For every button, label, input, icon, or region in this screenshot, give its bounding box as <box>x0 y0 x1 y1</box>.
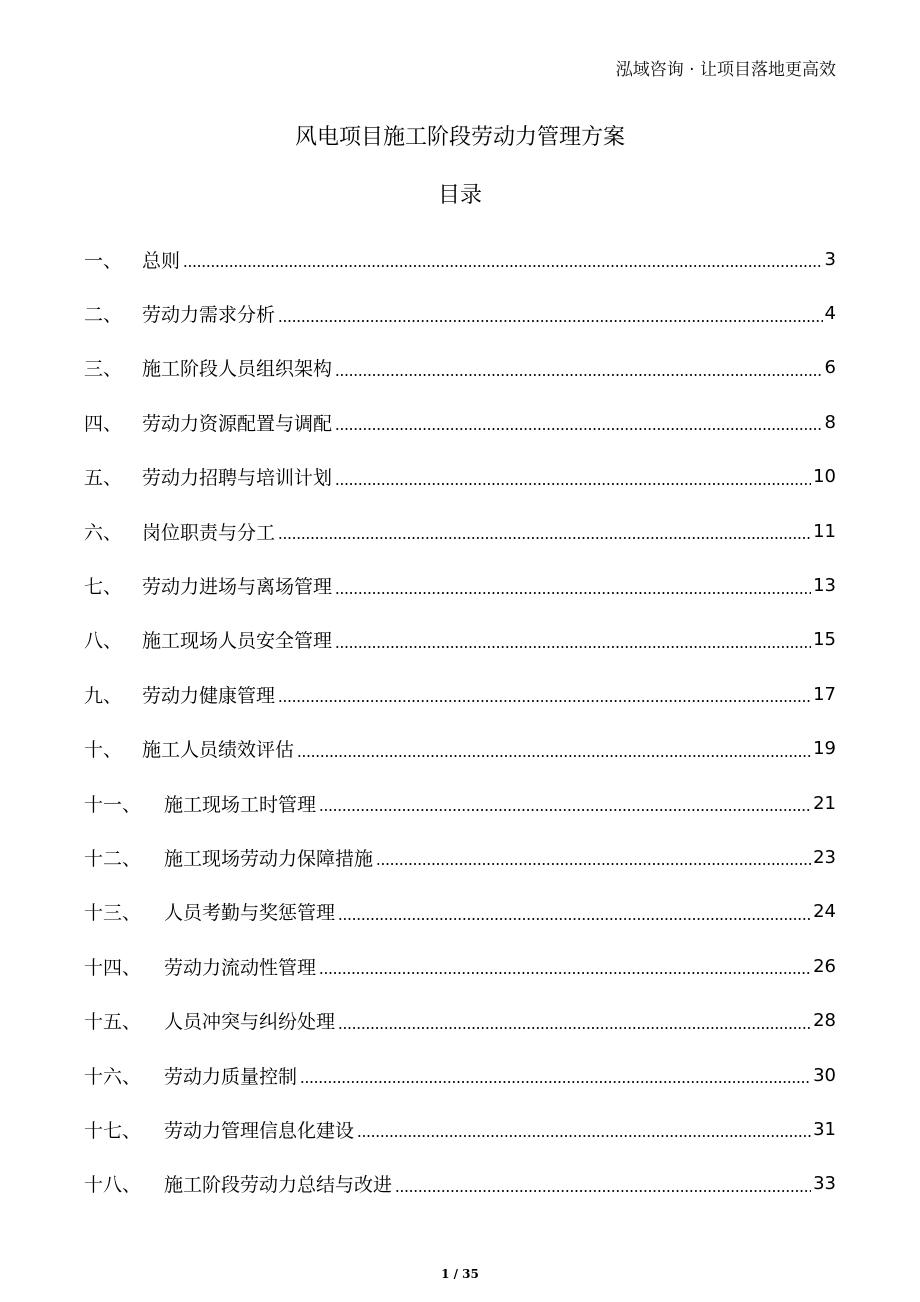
page-number-indicator: 1 / 35 <box>441 1267 479 1281</box>
toc-entry-page: 19 <box>813 738 836 760</box>
toc-entry-page: 10 <box>813 466 836 488</box>
toc-entry-page: 24 <box>813 901 836 923</box>
toc-heading: 目录 <box>437 183 482 208</box>
toc-entry-page: 3 <box>824 248 836 270</box>
toc-dot-leader <box>300 1081 811 1083</box>
toc-entry-label: 劳动力需求分析 <box>142 304 276 327</box>
toc-entry-label: 施工阶段劳动力总结与改进 <box>164 1174 393 1197</box>
toc-entry-6[interactable] <box>84 504 836 558</box>
toc-dot-leader <box>335 428 823 430</box>
toc-entry-1[interactable] <box>84 232 836 286</box>
toc-entry-11[interactable] <box>84 776 836 830</box>
toc-entry-label: 劳动力招聘与培训计划 <box>142 467 333 490</box>
table-of-contents <box>84 232 836 1211</box>
toc-entry-page: 21 <box>813 792 836 814</box>
toc-dot-leader <box>278 700 811 702</box>
toc-entry-page: 30 <box>813 1064 836 1086</box>
toc-entry-5[interactable] <box>84 450 836 504</box>
toc-entry-label: 施工现场劳动力保障措施 <box>164 847 374 870</box>
toc-dot-leader <box>335 592 811 594</box>
toc-entry-label: 劳动力健康管理 <box>142 684 276 707</box>
toc-entry-number: 十一、 <box>84 793 142 816</box>
toc-entry-page: 17 <box>813 683 836 705</box>
toc-entry-page: 26 <box>813 955 836 977</box>
toc-dot-leader <box>319 972 811 974</box>
toc-entry-label: 施工人员绩效评估 <box>142 739 295 762</box>
toc-entry-number: 十七、 <box>84 1119 142 1142</box>
toc-entry-12[interactable] <box>84 830 836 884</box>
toc-entry-number: 十六、 <box>84 1065 142 1088</box>
toc-entry-8[interactable] <box>84 613 836 667</box>
toc-entry-number: 三、 <box>84 358 123 381</box>
toc-entry-7[interactable] <box>84 558 836 612</box>
toc-entry-4[interactable] <box>84 395 836 449</box>
toc-dot-leader <box>335 483 811 485</box>
toc-entry-label: 劳动力质量控制 <box>164 1065 298 1088</box>
toc-entry-number: 四、 <box>84 412 123 435</box>
toc-dot-leader <box>183 265 823 267</box>
toc-entry-2[interactable] <box>84 286 836 340</box>
toc-entry-label: 人员考勤与奖惩管理 <box>164 902 336 925</box>
toc-entry-page: 15 <box>813 629 836 651</box>
toc-entry-3[interactable] <box>84 341 836 395</box>
toc-entry-page: 6 <box>824 357 836 379</box>
toc-entry-label: 劳动力进场与离场管理 <box>142 576 333 599</box>
toc-entry-label: 施工阶段人员组织架构 <box>142 358 333 381</box>
toc-entry-14[interactable] <box>84 939 836 993</box>
toc-entry-number: 一、 <box>84 249 123 272</box>
toc-entry-label: 岗位职责与分工 <box>142 521 276 544</box>
toc-entry-number: 十八、 <box>84 1174 142 1197</box>
toc-entry-label: 劳动力流动性管理 <box>164 956 317 979</box>
toc-entry-10[interactable] <box>84 722 836 776</box>
toc-dot-leader <box>278 537 811 539</box>
header-tagline: 泓域咨询 · 让项目落地更高效 <box>615 60 836 80</box>
toc-dot-leader <box>338 1027 811 1029</box>
toc-entry-page: 28 <box>813 1010 836 1032</box>
toc-entry-label: 人员冲突与纠纷处理 <box>164 1011 336 1034</box>
toc-dot-leader <box>278 320 823 322</box>
toc-entry-page: 13 <box>813 575 836 597</box>
toc-entry-number: 十四、 <box>84 956 142 979</box>
toc-entry-page: 11 <box>813 520 836 542</box>
toc-dot-leader <box>335 646 811 648</box>
toc-entry-number: 九、 <box>84 684 123 707</box>
toc-entry-number: 十二、 <box>84 847 142 870</box>
toc-entry-9[interactable] <box>84 667 836 721</box>
toc-dot-leader <box>297 755 811 757</box>
toc-dot-leader <box>338 918 811 920</box>
toc-entry-label: 施工现场工时管理 <box>164 793 317 816</box>
toc-entry-number: 六、 <box>84 521 123 544</box>
toc-entry-number: 十、 <box>84 739 123 762</box>
toc-entry-15[interactable] <box>84 993 836 1047</box>
toc-entry-page: 4 <box>824 303 836 325</box>
toc-entry-page: 8 <box>824 411 836 433</box>
toc-entry-page: 31 <box>813 1118 836 1140</box>
toc-dot-leader <box>335 374 823 376</box>
toc-entry-number: 二、 <box>84 304 123 327</box>
toc-entry-18[interactable] <box>84 1157 836 1211</box>
toc-entry-label: 劳动力资源配置与调配 <box>142 412 333 435</box>
document-title: 风电项目施工阶段劳动力管理方案 <box>294 125 625 150</box>
toc-entry-number: 十五、 <box>84 1011 142 1034</box>
toc-dot-leader <box>376 863 811 865</box>
toc-dot-leader <box>395 1190 811 1192</box>
toc-entry-label: 施工现场人员安全管理 <box>142 630 333 653</box>
toc-entry-13[interactable] <box>84 885 836 939</box>
toc-entry-number: 五、 <box>84 467 123 490</box>
toc-entry-17[interactable] <box>84 1102 836 1156</box>
toc-entry-number: 十三、 <box>84 902 142 925</box>
toc-dot-leader <box>319 809 811 811</box>
toc-entry-number: 八、 <box>84 630 123 653</box>
toc-dot-leader <box>357 1135 811 1137</box>
toc-entry-label: 劳动力管理信息化建设 <box>164 1119 355 1142</box>
toc-entry-page: 33 <box>813 1173 836 1195</box>
toc-entry-number: 七、 <box>84 576 123 599</box>
toc-entry-16[interactable] <box>84 1048 836 1102</box>
toc-entry-label: 总则 <box>142 249 181 272</box>
toc-entry-page: 23 <box>813 846 836 868</box>
